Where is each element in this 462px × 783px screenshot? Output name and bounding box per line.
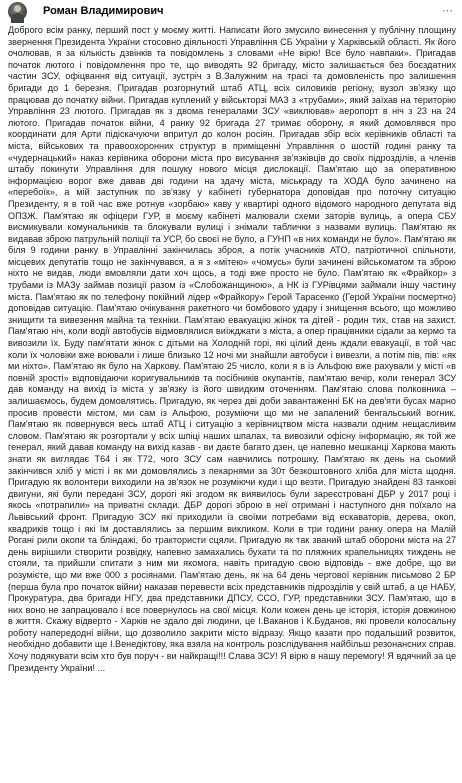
post-header [8, 0, 456, 22]
author-name[interactable]: Роман Владимирович [43, 5, 164, 17]
more-options-icon[interactable]: ⋯ [442, 4, 454, 17]
author-avatar[interactable] [8, 2, 27, 21]
avatar-head-shape [14, 5, 21, 12]
avatar-body-shape [11, 13, 24, 23]
post-text: Доброго всім ранку, перший пост у моєму житті. Написати його змусило винесення у публічну площину звернення Президента України стосовно діяльності Управління СБ України у Харківській області. Як його очолював, я за кількість дзвінків та повідомлень з словами «Не вірю! Все було навпаки». Пригадав початок лютого і повідомлення про те, що виводять 92 бригаду, місто залишається без боєздатних частин ЗСУ, офіцвання від ситуації, зустріч з В.Залужним на трасі та домовленість про залишення бригади до 1 березня. Пригадав розгорнутий штаб АТЦ, всіх силовиків регіону, вузол зв'язку що працював до початку війни. Пригадав куплений у військторзі МАЗ з «трубами», який заїхав на територію Управління 23 лютого. Пригадав як з двома генералами ЗСУ «виклював» аеропорт в ніч з 23 на 24 лютого. Пригадав початок війни, 4 ранку 92 бригада 27 тримає оборону, я який домовлявся про координати для Арти підіскачуючи впритул до колон росіян. Пригадав збір всіх керівників області та міста, військових та правоохоронних структур в приміщенні Управління о шостій годині ранку та «чудернацький» наказ керівника оборони міста про висування зв'язківців до своїх підрозділів, а членів штабу покинути Управління для пошуку нового місця дислокації. Пам'ятаю що за оперативною інформацією ворог вже давав дві години на здачу міста, міськраду та ХОДА було зачинено на «перебоїк», а мій заступник по зв'язку у кабінеті губернатора доповідав про поточну ситуацію Президенту, я в той час вже ротнув «зорбаю» каву у квартирі одного відомого народного депутата від ОПЗЖ. Пам'ятаю як офіцери ГУР, в моєму кабінеті малювали схеми заторів вулиць, а опера СБУ висмикували комунальників та блокували вулиці і знімали таблички з назвами вулиць. Пам'ятаю як видавав зброю патрульній поліції та УСР, бо своєї не було, а ГУНП «в них команди не було». Пам'ятаю як біля 9 години ранку в Управлінні закінчилась зброя, а потік учасників АТО, патріотичної спільноти, місцевих депутатів тощо не закінчувався, а я з «мітею» «чомусь» були зачинені військоматом та зброю ніхто не видав, люди вмовляли дати хоч щось, а тоді вже просто не було. Пам'ятаю як «Фрайкор» з трубами із МАЗу займав позиції разом із «Слобожанщиною», а НК із ГУРівцями займали іншу частину міста. Пам'ятаю як по телефону покійний лідер «Фрайкору» Герой Тарасенко (Герой України посмертно) доповідав ситуацію. Пам'ятаю очікування ракетного чи бомбового удару і знищення всього, що можливо знищити та вивезення майна та техніки. Пам'ятаю евакуацію жінок та дітей - родин тих, став на захист. Пам'ятаю ніч, коли водії автобусів відмовлялися виїжджати з міста, а опер працівники сідали за кермо та вивозили їх. Буду пам'ятати жінок с дітьми на Холодній горі, які цілий день ждали евакуації, в той час коли їх чоловіки вже воювали і лише близько 12 ночі ми знайшли автобуси і вивезли, а потім пів, пів: «як ми ніхто». Пам'ятаю як було на Харкову. Пам'ятаю 25 число, коли я в із Альфою вже рахували у місті «в повній зрості» відповідаючи коригувальників та посібників окупантів, пам'ятаю вечір, коли генерал ЗСУ дав команду на вихід із міста у зв'язку із його швидким оточенням. Пам'ятаю слова полковника – залишаємось, будем домовлятись. Пригадую, як через дві доби завантаженні БК на дев'яти бусах марно просив провести містом, ми сам із Альфою, розуміючи що ми не запалений бенгальський вогник. Пам'ятаю як повернувся весь штаб АТЦ і ситуацію з керівництвом міста назвали одним нещасливим словом. Пам'ятаю як розгортали у всіх шпіці наших шпалах, та вивозили офісну інформацію, як той же генерал, який давав команду на вихід казав - ви даєте багато дзен, це напевно мешканці Харкова мають знати як виглядає Т64 і як Т72, чого ЗСУ сам навчились потрошку. Пам'ятаю як день на сьомий закінчився хліб у місті і як ми домовлялись з пекарнями за 30т безкоштовного хліба для міста щодня. Пригадую як волонтери виходили на зв'язок не розуміючи куди і що везти. Пригадую знайдені 83 танкові двигуни, які були передані ЗСУ, дорогі які згодом як виявилось були зареєстровані ДБР у 2017 році і якось «потрапили» на приватні склади. ДБР дорогі зброю в неї отримані і наступного дня поїхало на Львівський фронт. Пригадую ЗСУ які приходили із своїми потребами від ескаваторів, дерева, окоп, квадриків тощо і які їм доставлялись за першим викликом. Коли в три години ранку опера на Малій Рогані рили окопи та бліндажі, бо трактористи сцяли. Пригадую як так званий штаб оборони міста на 27 день вирішили створити розвідку, напевно замахались бухати та по пляжних крапельницях тиждень не стояли, та прийшли спитати з ним ми якомога, навіть пригадую свою відповідь - вже добре, що ви розумієте, що ми вже 000 з росіянами. Пам'ятаю день, як на 64 день чергової керівник письмово 2 БР (перша була про початок війни) наказав перевести всіх представників підрозділів у свій штаб, а це НАБУ, Прокуратура, два бригади НГУ, два представники ДПСУ, ССО, ГУР, представники ЗСУ. Пам'ятаю, що в них воно не запрацювало і все повернулось на свої місця. Коли кожен день це історія, історія довжиною в життя. Скажу відверто - Харків не здало дві людини, це І.Ваканов і К.Буданов, які провели колосальну роботу напередодні війни, що дозволило закрити місто відразу. Якщо казати про подальший розвиток, необхідно добавити ще І.Венедіктову, яка взяла на контроль розслідування найбільш резонансних справ. Хочу подякувати всім хто був поруч - ви найкращі!!! Слава ЗСУ! Я вірю в нашу перемогу! Я вдячний за це Президенту України! ... [8, 25, 459, 673]
